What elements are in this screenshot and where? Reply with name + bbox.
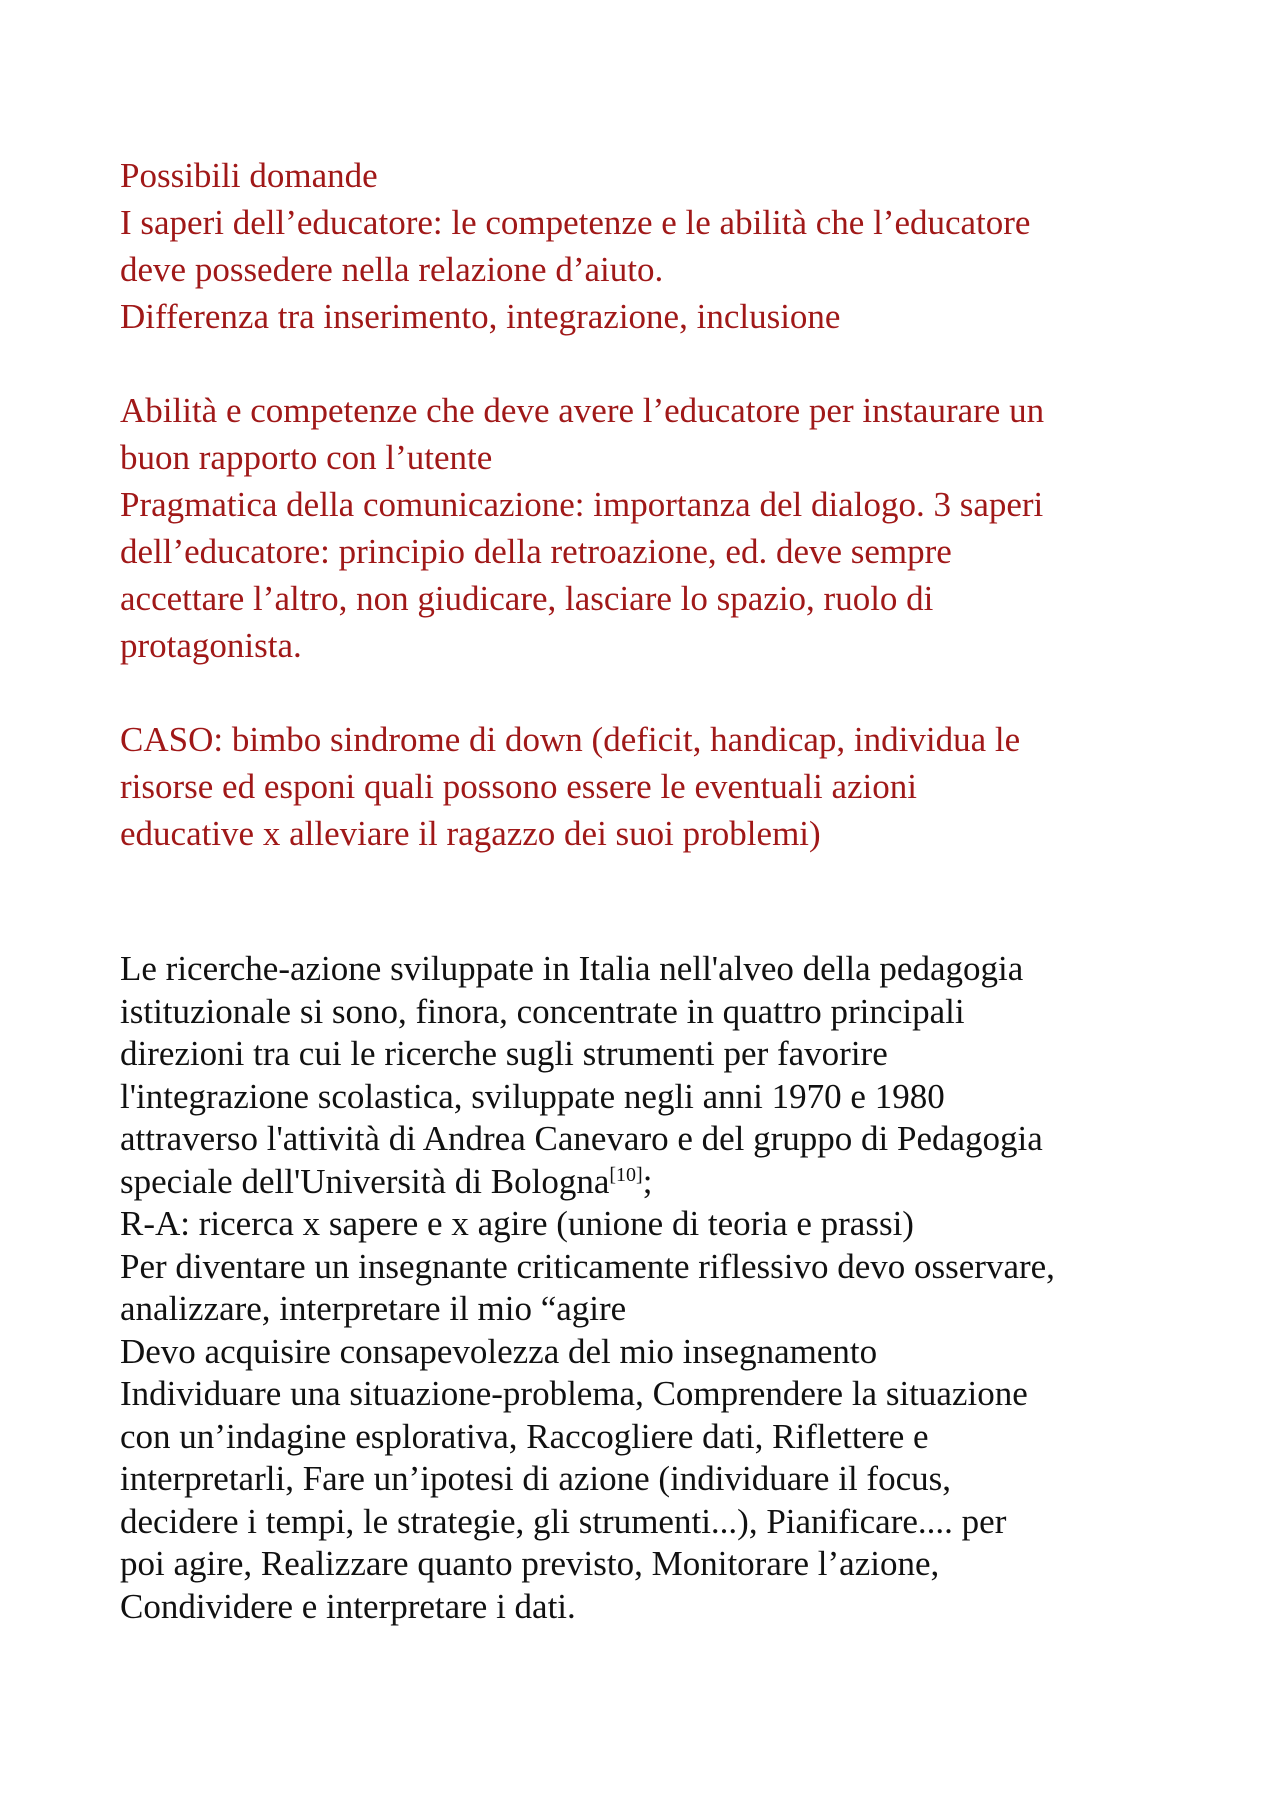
case-line: risorse ed esponi quali possono essere le eventuali azioni (120, 767, 918, 806)
case-line: educative x alleviare il ragazzo dei suoi problemi) (120, 814, 821, 853)
notes-line: attraverso l'attività di Andrea Canevaro e del gruppo di Pedagogia (120, 1119, 1043, 1158)
question-line: I saperi dell’educatore: le competenze e le abilità che l’educatore (120, 203, 1031, 242)
question-line: Abilità e competenze che deve avere l’educatore per instaurare un (120, 391, 1045, 430)
notes-line: direzioni tra cui le ricerche sugli strumenti per favorire (120, 1034, 888, 1073)
question-line: buon rapporto con l’utente (120, 438, 493, 477)
question-line: protagonista. (120, 626, 302, 665)
notes-line: Le ricerche-azione sviluppate in Italia nell'alveo della pedagogia (120, 949, 1024, 988)
notes-line: Per diventare un insegnante criticamente riflessivo devo osservare, (120, 1246, 1055, 1286)
notes-line-with-footnote (120, 1161, 1180, 1204)
notes-line: istituzionale si sono, finora, concentrate in quattro principali (120, 991, 965, 1031)
question-line: dell’educatore: principio della retroazione, ed. deve sempre (120, 532, 952, 571)
case-line: CASO: bimbo sindrome di down (deficit, handicap, individua le (120, 720, 1021, 759)
footnote-reference-link[interactable]: [10] (609, 1163, 643, 1186)
paragraph-gap (120, 669, 1180, 716)
notes-line: interpretarli, Fare un’ipotesi di azione (individuare il focus, (120, 1459, 951, 1498)
notes-section (120, 948, 1180, 1628)
notes-line: l'integrazione scolastica, sviluppate negli anni 1970 e 1980 (120, 1076, 945, 1116)
notes-line: Devo acquisire consapevolezza del mio insegnamento (120, 1331, 878, 1371)
question-line: accettare l’altro, non giudicare, lasciare lo spazio, ruolo di (120, 579, 934, 618)
notes-line: analizzare, interpretare il mio “agire (120, 1289, 627, 1328)
notes-line: Condividere e interpretare i dati. (120, 1586, 576, 1626)
questions-section (120, 152, 1180, 857)
paragraph-gap (120, 340, 1180, 387)
notes-line: con un’indagine esplorativa, Raccogliere dati, Riflettere e (120, 1416, 929, 1456)
question-line: Pragmatica della comunicazione: importanza del dialogo. 3 saperi (120, 485, 1044, 524)
notes-line: decidere i tempi, le strategie, gli strumenti...), Pianificare.... per (120, 1501, 1007, 1541)
notes-line: poi agire, Realizzare quanto previsto, Monitorare l’azione, (120, 1544, 940, 1583)
question-line: deve possedere nella relazione d’aiuto. (120, 250, 664, 289)
notes-line-text: speciale dell'Università di Bologna (120, 1161, 610, 1201)
questions-heading: Possibili domande (120, 156, 378, 195)
footnote-trailing-punctuation: ; (642, 1161, 653, 1201)
notes-line: Individuare una situazione-problema, Comprendere la situazione (120, 1374, 1028, 1413)
notes-line: R-A: ricerca x sapere e x agire (unione di teoria e prassi) (120, 1204, 914, 1243)
question-line: Differenza tra inserimento, integrazione, inclusione (120, 297, 841, 336)
